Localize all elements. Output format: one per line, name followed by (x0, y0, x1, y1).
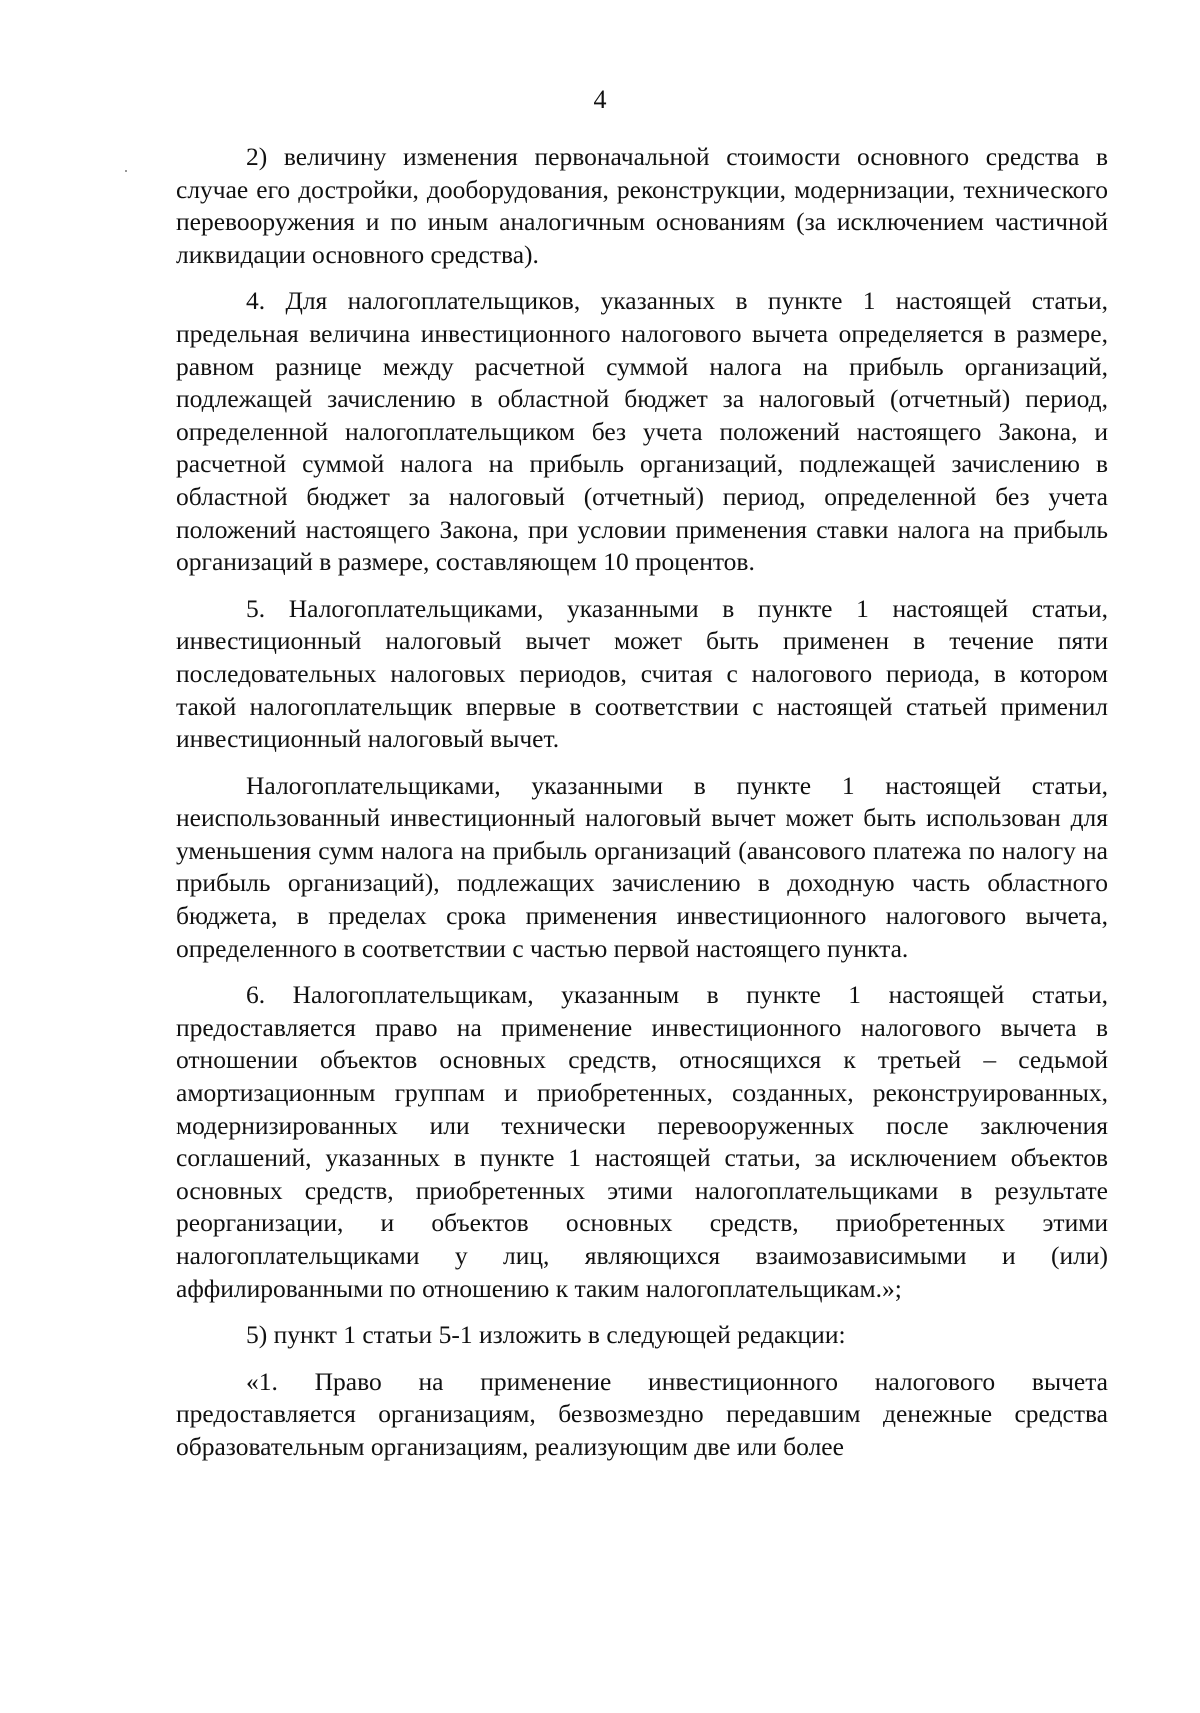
document-body (176, 141, 1108, 1478)
page-number: 4 (593, 85, 607, 114)
paragraph-clause-5-part-2: Налогоплательщиками, указанными в пункте 1 настоящей статьи, неиспользованный инвестиционный налоговый вычет может быть использован для уменьшения сумм налога на прибыль организаций (авансового платежа по налогу на прибыль организаций), подлежащих зачислению в доходную часть областного бюджета, в пределах срока применения инвестиционного налогового вычета, определенного в соответствии с частью первой настоящего пункта. (176, 770, 1108, 963)
paragraph-new-clause-1: «1. Право на применение инвестиционного налогового вычета предоставляется организациям, безвозмездно передавшим денежные средства образовательным организациям, реализующим две или более (176, 1366, 1108, 1461)
paragraph-clause-6: 6. Налогоплательщикам, указанным в пункте 1 настоящей статьи, предоставляется право на применение инвестиционного налогового вычета в отношении объектов основных средств, относящихся к третьей – седьмой амортизационным группам и приобретенных, созданных, реконструированных, модернизированных или технически перевооруженных после заключения соглашений, указанных в пункте 1 настоящей статьи, за исключением объектов основных средств, приобретенных этими налогоплательщиками в результате реорганизации, и объектов основных средств, приобретенных этими налогоплательщиками у лиц, являющихся взаимозависимыми и (или) аффилированными по отношению к таким налогоплательщикам.»; (176, 980, 1108, 1303)
paragraph-clause-4: 4. Для налогоплательщиков, указанных в пункте 1 настоящей статьи, предельная величина инвестиционного налогового вычета определяется в размере, равном разнице между расчетной суммой налога на прибыль организаций, подлежащей зачислению в областной бюджет за налоговый (отчетный) период, определенной налогоплательщиком без учета положений настоящего Закона, и расчетной суммой налога на прибыль организаций, подлежащей зачислению в областной бюджет за налоговый (отчетный) период, определенной без учета положений настоящего Закона, при условии применения ставки налога на прибыль организаций в размере, составляющем 10 процентов. (176, 286, 1108, 577)
scan-speck (125, 170, 127, 172)
paragraph-subitem-5: 5) пункт 1 статьи 5-1 изложить в следующей редакции: (246, 1320, 846, 1350)
paragraph-clause-5: 5. Налогоплательщиками, указанными в пункте 1 настоящей статьи, инвестиционный налоговый вычет может быть применен в течение пяти последовательных налоговых периодов, считая с налогового периода, в котором такой налогоплательщик впервые в соответствии с настоящей статьей применил инвестиционный налоговый вычет. (176, 593, 1108, 754)
paragraph-subitem-2: 2) величину изменения первоначальной стоимости основного средства в случае его достройки, дооборудования, реконструкции, модернизации, технического перевооружения и по иным аналогичным основаниям (за исключением частичной ликвидации основного средства). (176, 142, 1108, 269)
